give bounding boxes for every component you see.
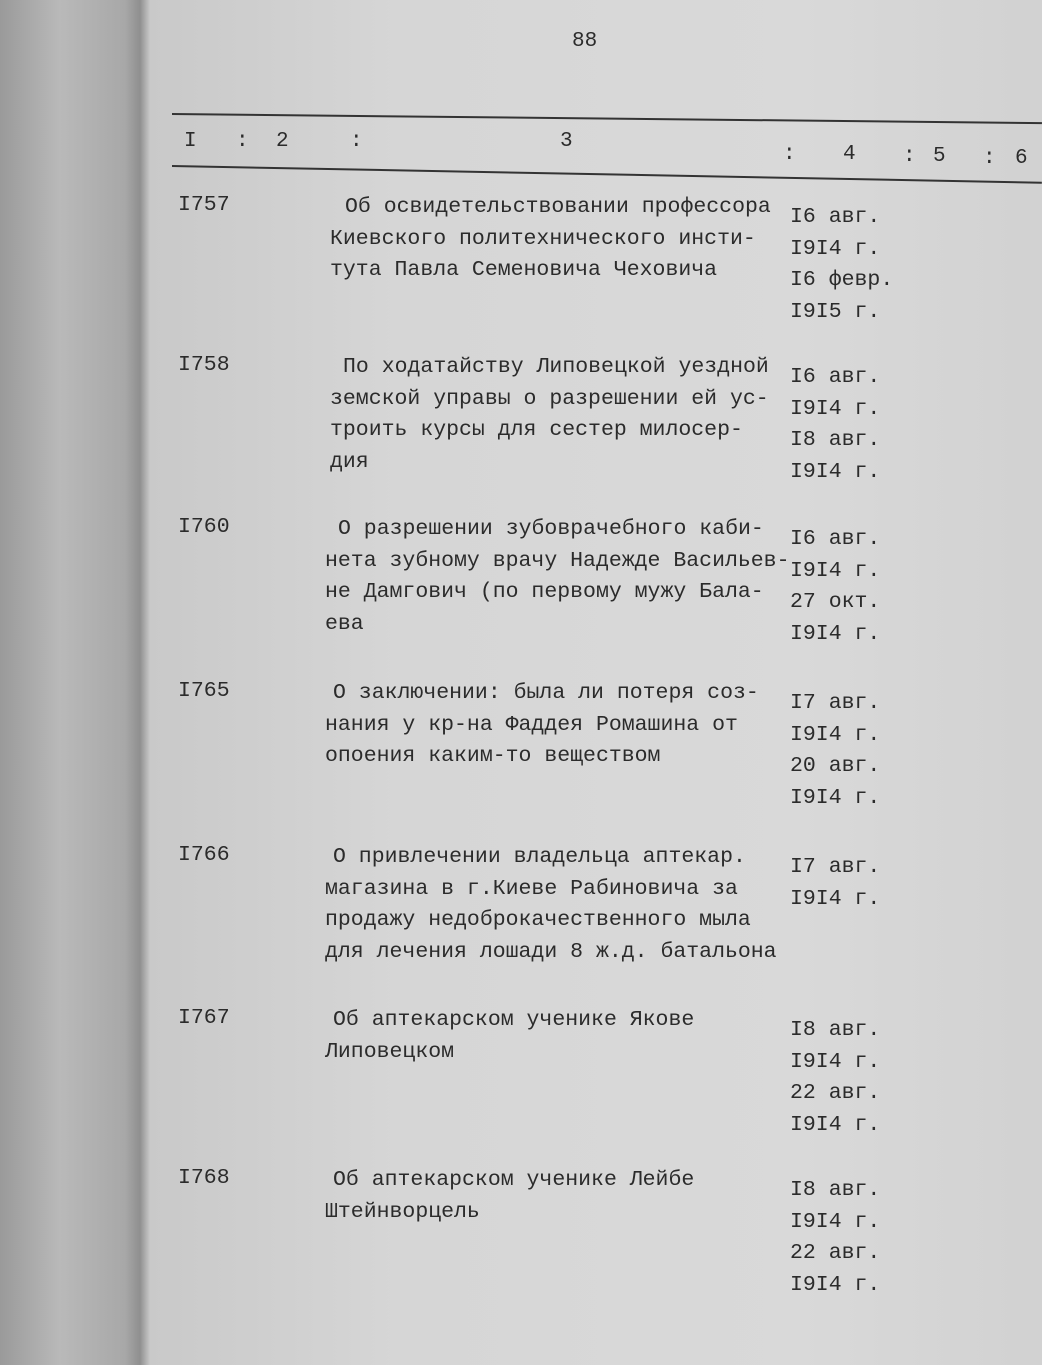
description-line: нета зубному врачу Надежде Васильев- bbox=[325, 548, 790, 573]
description-line: Липовецком bbox=[325, 1039, 455, 1064]
date-line: I9I4 г. bbox=[790, 459, 881, 484]
entry-number: I760 bbox=[178, 515, 230, 539]
description-line: Штейнворцель bbox=[325, 1199, 480, 1224]
entry-description bbox=[325, 678, 759, 773]
entry-number: I757 bbox=[178, 193, 230, 217]
description-line: для лечения лошади 8 ж.д. батальона bbox=[325, 939, 777, 964]
date-line: I9I4 г. bbox=[790, 1112, 881, 1137]
description-line: не Дамгович (по первому мужу Бала- bbox=[325, 580, 764, 604]
date-line: I7 авг. bbox=[790, 691, 881, 715]
description-line: продажу недоброкачественного мыла bbox=[325, 908, 751, 932]
entry-number: I765 bbox=[178, 679, 230, 703]
entry-description bbox=[325, 1165, 695, 1228]
column-separator: : bbox=[783, 143, 796, 166]
description-line: нания у кр-на Фаддея Ромашина от bbox=[325, 712, 738, 737]
entry-description bbox=[330, 352, 769, 478]
date-line: I9I4 г. bbox=[790, 1272, 881, 1297]
date-line: I6 авг. bbox=[790, 205, 881, 229]
entry-dates bbox=[790, 524, 880, 650]
column-separator: : bbox=[350, 130, 363, 153]
column-header-4: 4 bbox=[843, 143, 856, 166]
entry-dates bbox=[790, 1015, 880, 1141]
entry-number: I758 bbox=[178, 353, 230, 377]
description-line: Об освидетельствовании профессора bbox=[345, 195, 771, 219]
date-line: 27 окт. bbox=[790, 590, 881, 614]
date-line: I9I4 г. bbox=[790, 396, 881, 421]
description-line: О разрешении зубоврачебного каби- bbox=[338, 517, 764, 541]
date-line: I8 авг. bbox=[790, 1018, 881, 1042]
date-line: I8 авг. bbox=[790, 1178, 881, 1202]
entry-dates bbox=[790, 852, 880, 915]
column-header-1: I bbox=[184, 130, 197, 153]
description-line: О заключении: была ли потеря соз- bbox=[333, 681, 759, 705]
date-line: I9I5 г. bbox=[790, 299, 881, 324]
column-separator: : bbox=[236, 130, 249, 153]
description-line: троить курсы для сестер милосер- bbox=[330, 418, 743, 442]
date-line: I9I4 г. bbox=[790, 236, 881, 261]
date-line: I9I4 г. bbox=[790, 886, 881, 911]
description-line: тута Павла Семеновича Чеховича bbox=[330, 258, 718, 282]
description-line: Об аптекарском ученике Якове bbox=[333, 1008, 695, 1032]
date-line: I9I4 г. bbox=[790, 558, 881, 583]
description-line: О привлечении владельца аптекар. bbox=[333, 845, 746, 869]
date-line: I8 авг. bbox=[790, 428, 881, 452]
description-line: Киевского политехнического инсти- bbox=[330, 226, 756, 251]
date-line: I9I4 г. bbox=[790, 722, 881, 747]
description-line: Об аптекарском ученике Лейбе bbox=[333, 1168, 695, 1192]
description-line: ева bbox=[325, 611, 364, 636]
entry-dates bbox=[790, 688, 880, 814]
entry-dates bbox=[790, 202, 893, 328]
entry-description bbox=[325, 842, 777, 968]
description-line: По ходатайству Липовецкой уездной bbox=[343, 355, 769, 379]
entry-dates bbox=[790, 362, 880, 488]
column-separator: : bbox=[983, 147, 996, 170]
description-line: магазина в г.Киеве Рабиновича за bbox=[325, 876, 738, 901]
date-line: 20 авг. bbox=[790, 754, 881, 778]
entry-dates bbox=[790, 1175, 880, 1301]
date-line: 22 авг. bbox=[790, 1081, 881, 1105]
entry-number: I768 bbox=[178, 1166, 230, 1190]
date-line: I9I4 г. bbox=[790, 1049, 881, 1074]
column-separator: : bbox=[903, 145, 916, 168]
date-line: I7 авг. bbox=[790, 855, 881, 879]
entry-number: I767 bbox=[178, 1006, 230, 1030]
description-line: дия bbox=[330, 449, 369, 474]
column-header-5: 5 bbox=[933, 145, 946, 168]
description-line: земской управы о разрешении ей ус- bbox=[330, 386, 769, 411]
date-line: I6 февр. bbox=[790, 268, 894, 292]
entry-description bbox=[330, 192, 771, 287]
date-line: I9I4 г. bbox=[790, 621, 881, 646]
date-line: I6 авг. bbox=[790, 527, 881, 551]
date-line: I6 авг. bbox=[790, 365, 881, 389]
date-line: I9I4 г. bbox=[790, 1209, 881, 1234]
entry-description bbox=[325, 514, 790, 640]
page-number: 88 bbox=[572, 30, 598, 53]
date-line: I9I4 г. bbox=[790, 785, 881, 810]
column-header-6: 6 bbox=[1015, 147, 1028, 170]
column-header-2: 2 bbox=[276, 130, 289, 153]
column-header-3: 3 bbox=[560, 130, 573, 153]
description-line: опоения каким-то веществом bbox=[325, 744, 661, 768]
entry-description bbox=[325, 1005, 695, 1068]
date-line: 22 авг. bbox=[790, 1241, 881, 1265]
entry-number: I766 bbox=[178, 843, 230, 867]
header-rule-top bbox=[172, 113, 1042, 124]
